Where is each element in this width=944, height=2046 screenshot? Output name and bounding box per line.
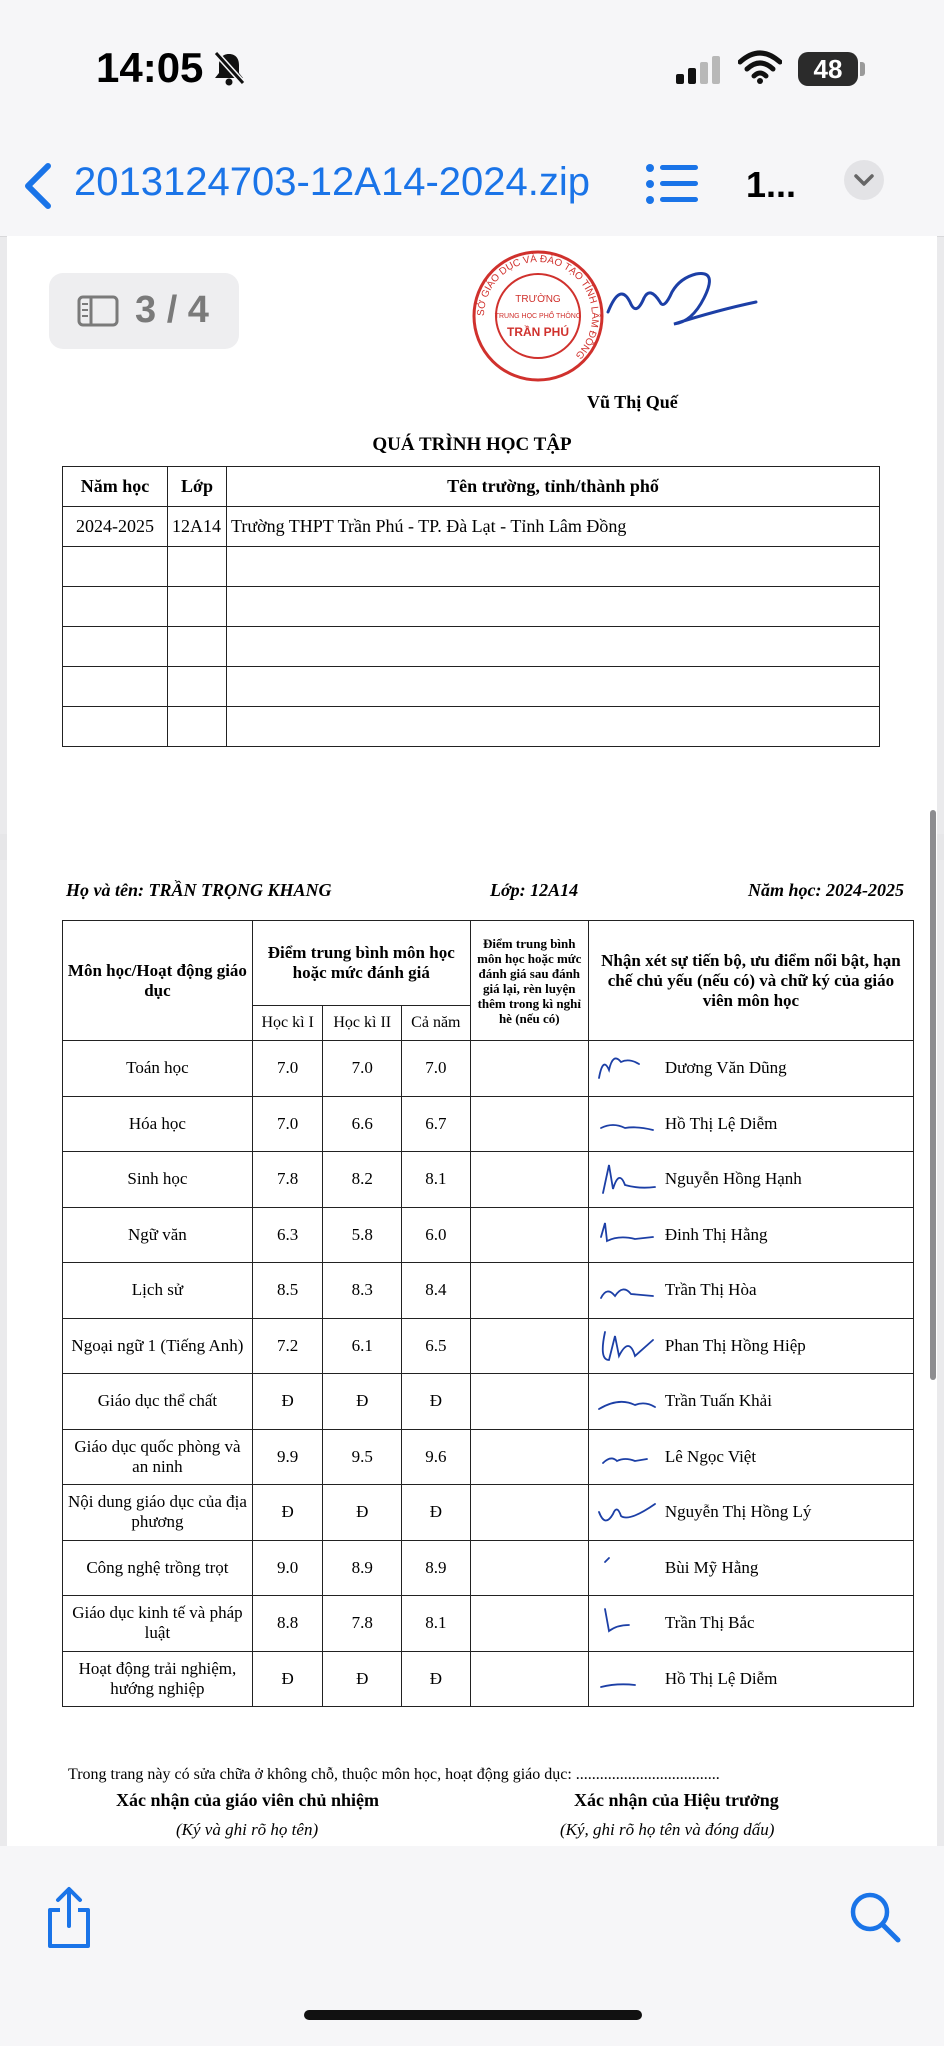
subject-cell: Hóa học bbox=[63, 1096, 253, 1152]
teacher-cell bbox=[588, 1374, 913, 1430]
term2-cell: 6.1 bbox=[323, 1318, 402, 1374]
year-cell: 8.1 bbox=[402, 1152, 471, 1208]
subject-cell: Giáo dục quốc phòng và an ninh bbox=[63, 1429, 253, 1485]
year-cell: 8.4 bbox=[402, 1263, 471, 1319]
reassess-cell bbox=[470, 1318, 588, 1374]
teacher-cell bbox=[588, 1041, 913, 1097]
table-row bbox=[63, 507, 880, 547]
table-row bbox=[63, 1207, 914, 1263]
subject-cell: Ngoại ngữ 1 (Tiếng Anh) bbox=[63, 1318, 253, 1374]
status-time: 14:05 bbox=[96, 44, 204, 91]
chevron-down-icon bbox=[844, 160, 884, 200]
signal-icon bbox=[676, 56, 726, 84]
homeroom-confirm-sub: (Ký và ghi rõ họ tên) bbox=[176, 1820, 319, 1839]
teacher-name: Dương Văn Dũng bbox=[664, 1058, 787, 1078]
reassess-cell bbox=[470, 1207, 588, 1263]
term1-cell: 8.8 bbox=[252, 1596, 323, 1652]
teacher-cell bbox=[588, 1540, 913, 1596]
teacher-wrap bbox=[589, 1270, 913, 1310]
share-icon[interactable] bbox=[44, 1886, 94, 1950]
teacher-name: Phan Thị Hồng Hiệp bbox=[664, 1335, 806, 1355]
teacher-name: Nguyễn Hồng Hạnh bbox=[664, 1169, 802, 1189]
home-indicator[interactable] bbox=[304, 2010, 642, 2020]
teacher-wrap bbox=[589, 1603, 913, 1643]
teacher-cell bbox=[588, 1485, 913, 1541]
history-cell bbox=[227, 587, 880, 627]
history-header-school: Tên trường, tỉnh/thành phố bbox=[227, 467, 880, 507]
table-row bbox=[63, 707, 880, 747]
teacher-signature bbox=[595, 1548, 659, 1588]
table-row bbox=[63, 1096, 914, 1152]
term1-cell: Đ bbox=[252, 1374, 323, 1430]
teacher-name: Hồ Thị Lệ Diễm bbox=[664, 1668, 778, 1688]
teacher-wrap bbox=[589, 1492, 913, 1532]
homeroom-confirm: Xác nhận của giáo viên chủ nhiệm bbox=[116, 1790, 380, 1810]
year-cell: 6.0 bbox=[402, 1207, 471, 1263]
teacher-wrap bbox=[589, 1048, 913, 1088]
table-row bbox=[63, 627, 880, 667]
sidebar-icon bbox=[77, 295, 119, 327]
year-cell: 8.9 bbox=[402, 1540, 471, 1596]
table-row bbox=[63, 667, 880, 707]
principal-signature bbox=[600, 262, 760, 352]
student-name: Họ và tên: TRẦN TRỌNG KHANG bbox=[66, 880, 332, 900]
term2-cell: 5.8 bbox=[323, 1207, 402, 1263]
term2-cell: Đ bbox=[323, 1651, 402, 1707]
subject-cell: Hoạt động trải nghiệm, hướng nghiệp bbox=[63, 1651, 253, 1707]
teacher-signature bbox=[595, 1659, 659, 1699]
history-cell bbox=[168, 627, 227, 667]
nav-bar bbox=[0, 140, 944, 237]
battery-icon: 48 bbox=[798, 52, 858, 86]
history-cell bbox=[63, 667, 168, 707]
reassess-cell bbox=[470, 1152, 588, 1208]
term2-cell: Đ bbox=[323, 1485, 402, 1541]
subject-cell: Toán học bbox=[63, 1041, 253, 1097]
history-cell bbox=[227, 627, 880, 667]
teacher-signature bbox=[595, 1048, 659, 1088]
term2-cell: 9.5 bbox=[323, 1429, 402, 1485]
wifi-icon bbox=[738, 50, 782, 84]
history-cell bbox=[227, 547, 880, 587]
teacher-name: Trần Tuấn Khải bbox=[664, 1391, 772, 1411]
header-subject: Môn học/Hoạt động giáo dục bbox=[63, 921, 253, 1041]
teacher-name: Hồ Thị Lệ Diễm bbox=[664, 1113, 778, 1133]
term2-cell: 8.2 bbox=[323, 1152, 402, 1208]
history-header-year: Năm học bbox=[63, 467, 168, 507]
table-row bbox=[63, 587, 880, 627]
table-row bbox=[63, 1429, 914, 1485]
principal-confirm-sub: (Ký, ghi rõ họ tên và đóng dấu) bbox=[560, 1820, 775, 1839]
nav-title[interactable]: 2013124703-12A14-2024.zip bbox=[74, 160, 590, 204]
teacher-signature bbox=[595, 1215, 659, 1255]
school-year: Năm học: 2024-2025 bbox=[748, 880, 904, 900]
subject-cell: Lịch sử bbox=[63, 1263, 253, 1319]
teacher-wrap bbox=[589, 1104, 913, 1144]
teacher-wrap bbox=[589, 1326, 913, 1366]
subject-cell: Giáo dục kinh tế và pháp luật bbox=[63, 1596, 253, 1652]
page-count-label[interactable]: 1... bbox=[746, 164, 797, 205]
term1-cell: 6.3 bbox=[252, 1207, 323, 1263]
teacher-signature bbox=[595, 1270, 659, 1310]
history-cell bbox=[168, 547, 227, 587]
header-comment: Nhận xét sự tiến bộ, ưu điểm nổi bật, hạn chế chủ yếu (nếu có) và chữ ký của giáo viên môn học bbox=[588, 921, 913, 1041]
principal-confirm: Xác nhận của Hiệu trưởng bbox=[574, 1790, 779, 1810]
history-cell bbox=[63, 587, 168, 627]
teacher-wrap bbox=[589, 1437, 913, 1477]
history-cell bbox=[63, 627, 168, 667]
term2-cell: Đ bbox=[323, 1374, 402, 1430]
table-row bbox=[63, 1152, 914, 1208]
section-title: QUÁ TRÌNH HỌC TẬP bbox=[372, 434, 572, 455]
reassess-cell bbox=[470, 1374, 588, 1430]
teacher-wrap bbox=[589, 1659, 913, 1699]
header-reassess: Điểm trung bình môn học hoặc mức đánh giá sau đánh giá lại, rèn luyện thêm trong kì nghỉ hè (nếu có) bbox=[470, 921, 588, 1041]
history-cell bbox=[227, 667, 880, 707]
history-cell bbox=[63, 707, 168, 747]
stamp-line-1: TRƯỜNG bbox=[515, 294, 561, 305]
reassess-cell bbox=[470, 1596, 588, 1652]
reassess-cell bbox=[470, 1540, 588, 1596]
scrollbar[interactable] bbox=[930, 810, 936, 1380]
year-cell: Đ bbox=[402, 1485, 471, 1541]
subject-cell: Nội dung giáo dục của địa phương bbox=[63, 1485, 253, 1541]
history-cell bbox=[168, 587, 227, 627]
term2-cell: 7.0 bbox=[323, 1041, 402, 1097]
year-cell: Đ bbox=[402, 1651, 471, 1707]
teacher-signature bbox=[595, 1326, 659, 1366]
more-button[interactable] bbox=[844, 160, 884, 200]
stamp-ring-text: SỞ GIÁO DỤC VÀ ĐÀO TẠO TỈNH LÂM ĐỒNG bbox=[475, 253, 601, 361]
history-cell: Trường THPT Trần Phú - TP. Đà Lạt - Tỉnh Lâm Đồng bbox=[227, 507, 880, 547]
teacher-wrap bbox=[589, 1215, 913, 1255]
year-cell: 8.1 bbox=[402, 1596, 471, 1652]
teacher-wrap bbox=[589, 1548, 913, 1588]
teacher-name: Đinh Thị Hằng bbox=[664, 1224, 768, 1244]
year-cell: 6.5 bbox=[402, 1318, 471, 1374]
history-cell: 2024-2025 bbox=[63, 507, 168, 547]
history-header-class: Lớp bbox=[168, 467, 227, 507]
page-indicator[interactable] bbox=[49, 273, 239, 349]
header-average: Điểm trung bình môn học hoặc mức đánh giá bbox=[252, 921, 470, 1006]
correction-note: Trong trang này có sửa chữa ở không chỗ, thuộc môn học, hoạt động giáo dục: .................................... bbox=[68, 1766, 720, 1783]
table-row bbox=[63, 1318, 914, 1374]
teacher-signature bbox=[595, 1381, 659, 1421]
table-row bbox=[63, 1485, 914, 1541]
term1-cell: 7.8 bbox=[252, 1152, 323, 1208]
teacher-cell bbox=[588, 1429, 913, 1485]
list-icon[interactable] bbox=[644, 160, 700, 208]
year-cell: 7.0 bbox=[402, 1041, 471, 1097]
table-row bbox=[63, 1651, 914, 1707]
term2-cell: 8.9 bbox=[323, 1540, 402, 1596]
reassess-cell bbox=[470, 1429, 588, 1485]
table-row bbox=[63, 1540, 914, 1596]
term1-cell: 7.0 bbox=[252, 1096, 323, 1152]
term1-cell: 7.0 bbox=[252, 1041, 323, 1097]
reassess-cell bbox=[470, 1485, 588, 1541]
teacher-signature bbox=[595, 1603, 659, 1643]
table-row bbox=[63, 1041, 914, 1097]
student-class: Lớp: 12A14 bbox=[490, 880, 579, 900]
history-table bbox=[62, 466, 880, 747]
teacher-wrap bbox=[589, 1159, 913, 1199]
year-cell: Đ bbox=[402, 1374, 471, 1430]
teacher-signature bbox=[595, 1437, 659, 1477]
subject-cell: Sinh học bbox=[63, 1152, 253, 1208]
history-cell bbox=[168, 707, 227, 747]
teacher-cell bbox=[588, 1152, 913, 1208]
header-year: Cả năm bbox=[402, 1006, 471, 1041]
term1-cell: 8.5 bbox=[252, 1263, 323, 1319]
status-bar bbox=[0, 0, 944, 140]
stamp-line-3: TRẦN PHÚ bbox=[507, 325, 569, 339]
teacher-cell bbox=[588, 1263, 913, 1319]
principal-name: Vũ Thị Quế bbox=[587, 392, 678, 412]
year-cell: 6.7 bbox=[402, 1096, 471, 1152]
teacher-cell bbox=[588, 1651, 913, 1707]
history-cell bbox=[63, 547, 168, 587]
teacher-cell bbox=[588, 1318, 913, 1374]
term1-cell: Đ bbox=[252, 1651, 323, 1707]
table-row bbox=[63, 1596, 914, 1652]
term2-cell: 6.6 bbox=[323, 1096, 402, 1152]
history-cell: 12A14 bbox=[168, 507, 227, 547]
term2-cell: 8.3 bbox=[323, 1263, 402, 1319]
teacher-signature bbox=[595, 1159, 659, 1199]
teacher-cell bbox=[588, 1207, 913, 1263]
subject-cell: Ngữ văn bbox=[63, 1207, 253, 1263]
term1-cell: 9.0 bbox=[252, 1540, 323, 1596]
subject-cell: Công nghệ trồng trọt bbox=[63, 1540, 253, 1596]
teacher-name: Bùi Mỹ Hằng bbox=[664, 1557, 759, 1577]
reassess-cell bbox=[470, 1263, 588, 1319]
table-row bbox=[63, 547, 880, 587]
grades-table bbox=[62, 920, 914, 1707]
reassess-cell bbox=[470, 1096, 588, 1152]
teacher-name: Nguyễn Thị Hồng Lý bbox=[664, 1502, 812, 1522]
history-cell bbox=[168, 667, 227, 707]
term1-cell: Đ bbox=[252, 1485, 323, 1541]
term1-cell: 9.9 bbox=[252, 1429, 323, 1485]
header-term2: Học kì II bbox=[323, 1006, 402, 1041]
teacher-wrap bbox=[589, 1381, 913, 1421]
subject-cell: Giáo dục thể chất bbox=[63, 1374, 253, 1430]
term2-cell: 7.8 bbox=[323, 1596, 402, 1652]
reassess-cell bbox=[470, 1041, 588, 1097]
stamp-line-2: TRUNG HỌC PHỔ THÔNG bbox=[494, 313, 582, 320]
battery-tip bbox=[860, 62, 865, 76]
teacher-cell bbox=[588, 1596, 913, 1652]
back-chevron-icon[interactable] bbox=[18, 158, 58, 214]
reassess-cell bbox=[470, 1651, 588, 1707]
teacher-cell bbox=[588, 1096, 913, 1152]
school-stamp bbox=[468, 246, 608, 386]
table-row bbox=[63, 1374, 914, 1430]
bottom-toolbar bbox=[0, 1846, 944, 2046]
bell-slash-icon bbox=[212, 50, 246, 86]
header-term1: Học kì I bbox=[252, 1006, 323, 1041]
page-indicator-text: 3 / 4 bbox=[135, 289, 209, 331]
history-cell bbox=[227, 707, 880, 747]
table-row bbox=[63, 1263, 914, 1319]
year-cell: 9.6 bbox=[402, 1429, 471, 1485]
search-icon[interactable] bbox=[848, 1890, 902, 1944]
teacher-signature bbox=[595, 1492, 659, 1532]
teacher-name: Lê Ngọc Việt bbox=[664, 1446, 757, 1466]
term1-cell: 7.2 bbox=[252, 1318, 323, 1374]
teacher-signature bbox=[595, 1104, 659, 1144]
teacher-name: Trần Thị Hòa bbox=[664, 1280, 757, 1300]
teacher-name: Trần Thị Bắc bbox=[664, 1613, 755, 1633]
